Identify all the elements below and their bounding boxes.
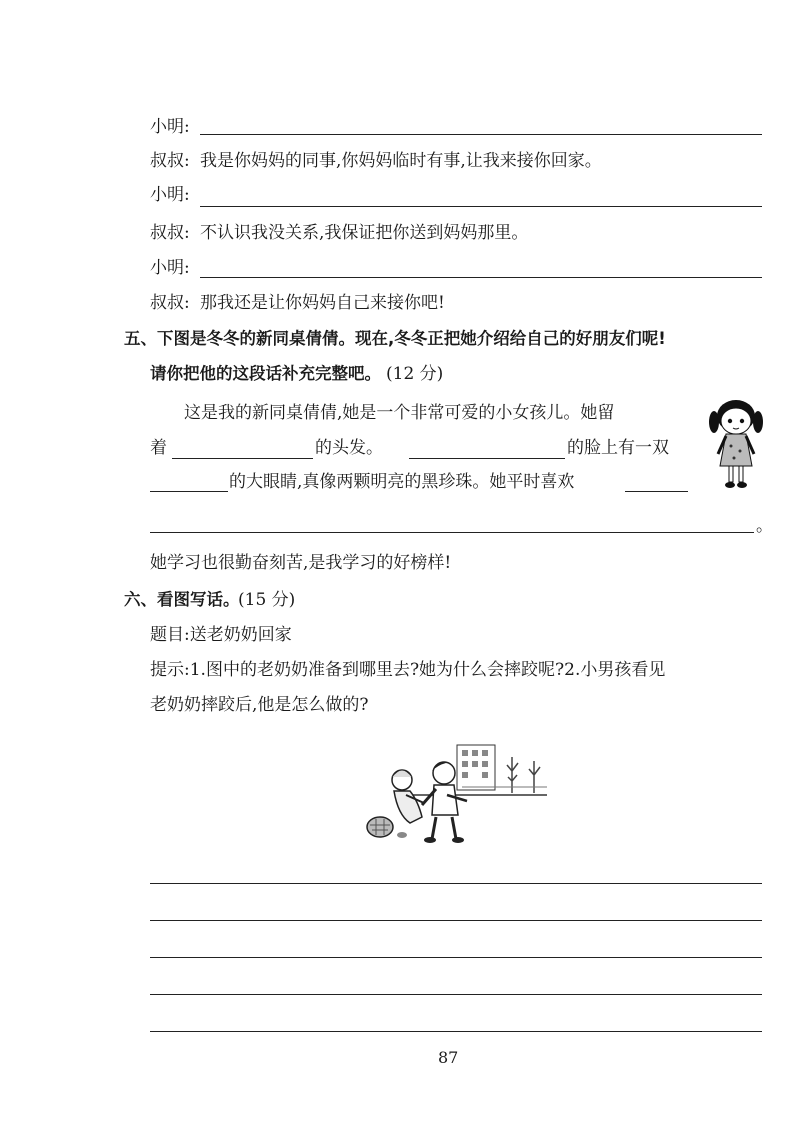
page-number: 87	[438, 1048, 459, 1067]
dialogue-speaker-2: 叔叔:	[150, 151, 190, 171]
answer-line-1[interactable]	[200, 134, 762, 135]
dialogue-speaker-3: 小明:	[150, 185, 190, 205]
blank-hair[interactable]	[172, 458, 313, 459]
q5-heading-line1: 五、下图是冬冬的新同桌倩倩。现在,冬冬正把她介绍给自己的好朋友们呢!	[124, 329, 666, 348]
q6-hint-line1: 提示:1.图中的老奶奶准备到哪里去?她为什么会摔跤呢?2.小男孩看见	[150, 660, 666, 680]
writing-line-3[interactable]	[150, 957, 762, 958]
blank-eyes[interactable]	[150, 491, 228, 492]
boy-helping-grandma-illustration	[362, 735, 552, 847]
dialogue-speaker-5: 小明:	[150, 258, 190, 278]
dialogue-text-6: 那我还是让你妈妈自己来接你吧!	[200, 293, 445, 313]
dialogue-speaker-1: 小明:	[150, 117, 190, 137]
writing-line-4[interactable]	[150, 994, 762, 995]
q6-title: 题目:送老奶奶回家	[150, 625, 292, 645]
writing-line-5[interactable]	[150, 1031, 762, 1032]
answer-line-3[interactable]	[200, 277, 762, 278]
q6-points: (15 分)	[238, 590, 296, 610]
dialogue-speaker-6: 叔叔:	[150, 293, 190, 313]
q6-heading: 六、看图写话。	[124, 590, 240, 609]
writing-line-1[interactable]	[150, 883, 762, 884]
dialogue-text-4: 不认识我没关系,我保证把你送到妈妈那里。	[200, 223, 529, 243]
q5-line2-start: 着	[150, 438, 167, 458]
q6-hint-line2: 老奶奶摔跤后,他是怎么做的?	[150, 695, 369, 715]
q5-line3: 的大眼睛,真像两颗明亮的黑珍珠。她平时喜欢	[229, 472, 575, 492]
blank-likes-continued[interactable]	[150, 532, 754, 533]
writing-line-2[interactable]	[150, 920, 762, 921]
girl-illustration	[706, 396, 766, 496]
q5-paragraph-line1: 这是我的新同桌倩倩,她是一个非常可爱的小女孩儿。她留	[184, 403, 615, 423]
dialogue-speaker-4: 叔叔:	[150, 223, 190, 243]
q5-line2-mid: 的头发。	[315, 438, 383, 458]
q5-line2-end: 的脸上有一双	[567, 438, 669, 458]
answer-line-2[interactable]	[200, 206, 762, 207]
q5-line5: 她学习也很勤奋刻苦,是我学习的好榜样!	[150, 553, 452, 573]
q5-line4-period: 。	[756, 516, 773, 536]
blank-likes[interactable]	[625, 491, 688, 492]
q5-points: (12 分)	[386, 364, 444, 384]
blank-face[interactable]	[409, 458, 565, 459]
dialogue-text-2: 我是你妈妈的同事,你妈妈临时有事,让我来接你回家。	[200, 151, 602, 171]
q5-heading-line2: 请你把他的这段话补充完整吧。	[150, 364, 381, 383]
